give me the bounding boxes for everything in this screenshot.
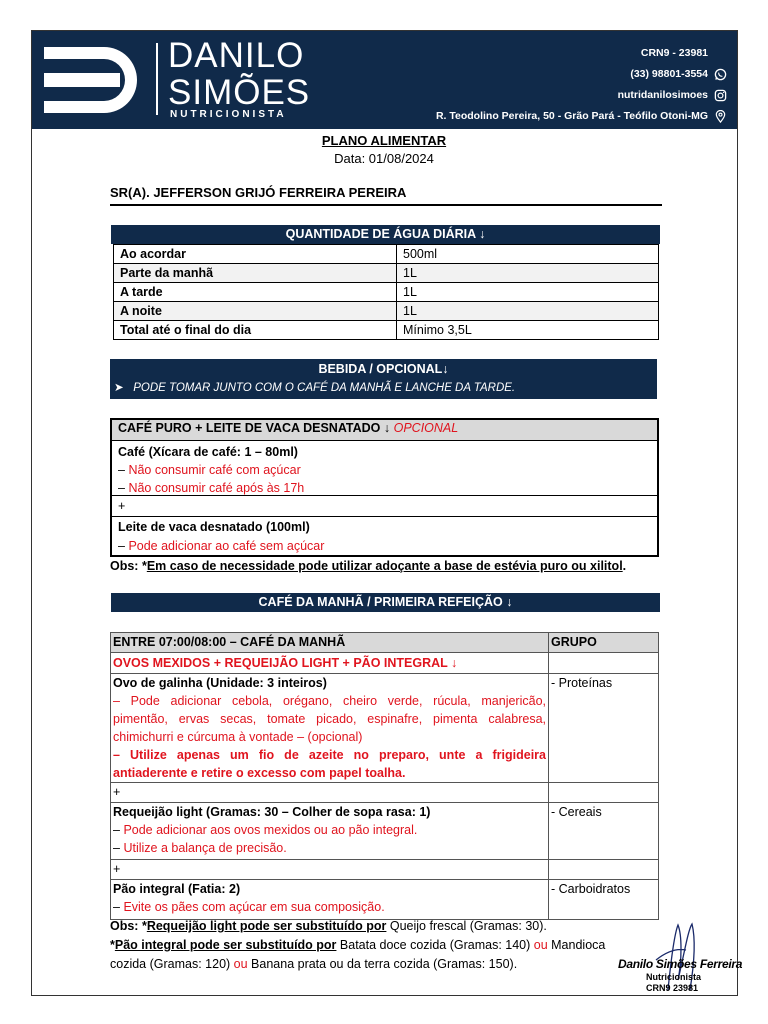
logo-divider bbox=[156, 43, 158, 115]
table-row: Total até o final do dia Mínimo 3,5L bbox=[114, 321, 659, 340]
brand-name: DANILO SIMÕES bbox=[168, 36, 311, 112]
drink-heading: BEBIDA / OPCIONAL↓ bbox=[318, 362, 449, 376]
water-table bbox=[113, 244, 659, 340]
drink-note: ➤ PODE TOMAR JUNTO COM O CAFÉ DA MANHÃ E LANCHE DA TARDE. bbox=[114, 382, 516, 394]
patient-name: SR(A). JEFFERSON GRIJÓ FERREIRA PEREIRA bbox=[110, 185, 662, 206]
crn-text: CRN9 - 23981 bbox=[640, 47, 708, 59]
table-row: OVOS MEXIDOS + REQUEIJÃO LIGHT + PÃO INTEGRAL ↓ bbox=[111, 653, 659, 674]
breakfast-table bbox=[110, 632, 659, 920]
table-row: A noite 1L bbox=[114, 302, 659, 321]
phone-text: (33) 98801-3554 bbox=[630, 68, 708, 80]
coffee-obs: Obs: *Em caso de necessidade pode utilizar adoçante a base de estévia puro ou xilitol. bbox=[110, 559, 627, 573]
water-heading: QUANTIDADE DE ÁGUA DIÁRIA ↓ bbox=[111, 225, 660, 244]
location-pin-icon bbox=[714, 110, 727, 123]
coffee-box bbox=[110, 418, 659, 557]
table-row: A tarde 1L bbox=[114, 283, 659, 302]
plus-separator: + bbox=[112, 496, 657, 517]
contact-info bbox=[436, 43, 727, 127]
table-row: Ovo de galinha (Unidade: 3 inteiros) – Pode adicionar cebola, orégano, cheiro verde, rúcula, manjericão, pimentão, ervas secas, tomate picado, espinafre, pimenta calabresa, chimichurri e cúrcuma à vontade – (opcional) – Utilize apenas um fio de azeite no preparo, unte a frigideira antiaderente e retire o excesso com papel toalha. - Proteínas bbox=[111, 674, 659, 783]
coffee-heading: CAFÉ PURO + LEITE DE VACA DESNATADO ↓ OPCIONAL bbox=[112, 420, 657, 441]
signature-name: Danilo Simões Ferreira bbox=[618, 957, 743, 971]
breakfast-heading: CAFÉ DA MANHÃ / PRIMEIRA REFEIÇÃO ↓ bbox=[111, 593, 660, 612]
drink-box bbox=[110, 359, 657, 399]
table-row: Requeijão light (Gramas: 30 – Colher de sopa rasa: 1) – Pode adicionar aos ovos mexidos ou ao pão integral. – Utilize a balança de precisão. - Cereais bbox=[111, 803, 659, 860]
table-row: + bbox=[111, 783, 659, 803]
address-text: R. Teodolino Pereira, 50 - Grão Pará - Teófilo Otoni-MG bbox=[435, 110, 708, 122]
milk-item: Leite de vaca desnatado (100ml) – Pode adicionar ao café sem açúcar bbox=[118, 520, 325, 553]
breakfast-obs: Obs: *Requeijão light pode ser substituído por Queijo frescal (Gramas: 30). *Pão integral pode ser substituído por Batata doce cozida (Gramas: 140) ou Mandioca cozida (Gramas: 120) ou Banana prata ou da terra cozida (Gramas: 150). bbox=[110, 919, 606, 971]
table-row: Parte da manhã 1L bbox=[114, 264, 659, 283]
instagram-icon bbox=[714, 89, 727, 102]
instagram-text: nutridanilosimoes bbox=[617, 89, 708, 101]
coffee-item: Café (Xícara de café: 1 – 80ml) – Não consumir café com açúcar – Não consumir café após às 17h bbox=[112, 441, 657, 496]
signature-details: Nutricionista CRN9 23981 bbox=[646, 972, 702, 993]
whatsapp-icon bbox=[714, 68, 727, 81]
document-date: Data: 01/08/2024 bbox=[334, 151, 434, 166]
document-title: PLANO ALIMENTAR bbox=[321, 133, 447, 148]
table-header: ENTRE 07:00/08:00 – CAFÉ DA MANHÃ GRUPO bbox=[111, 633, 659, 653]
table-row: Pão integral (Fatia: 2) – Evite os pães com açúcar em sua composição. - Carboidratos bbox=[111, 880, 659, 920]
table-row: + bbox=[111, 860, 659, 880]
logo-mark-icon bbox=[42, 43, 146, 117]
table-row: Ao acordar 500ml bbox=[114, 245, 659, 264]
letterhead bbox=[32, 31, 737, 129]
brand-subtitle: NUTRICIONISTA bbox=[170, 109, 287, 120]
arrow-bullet-icon: ➤ bbox=[114, 382, 124, 394]
